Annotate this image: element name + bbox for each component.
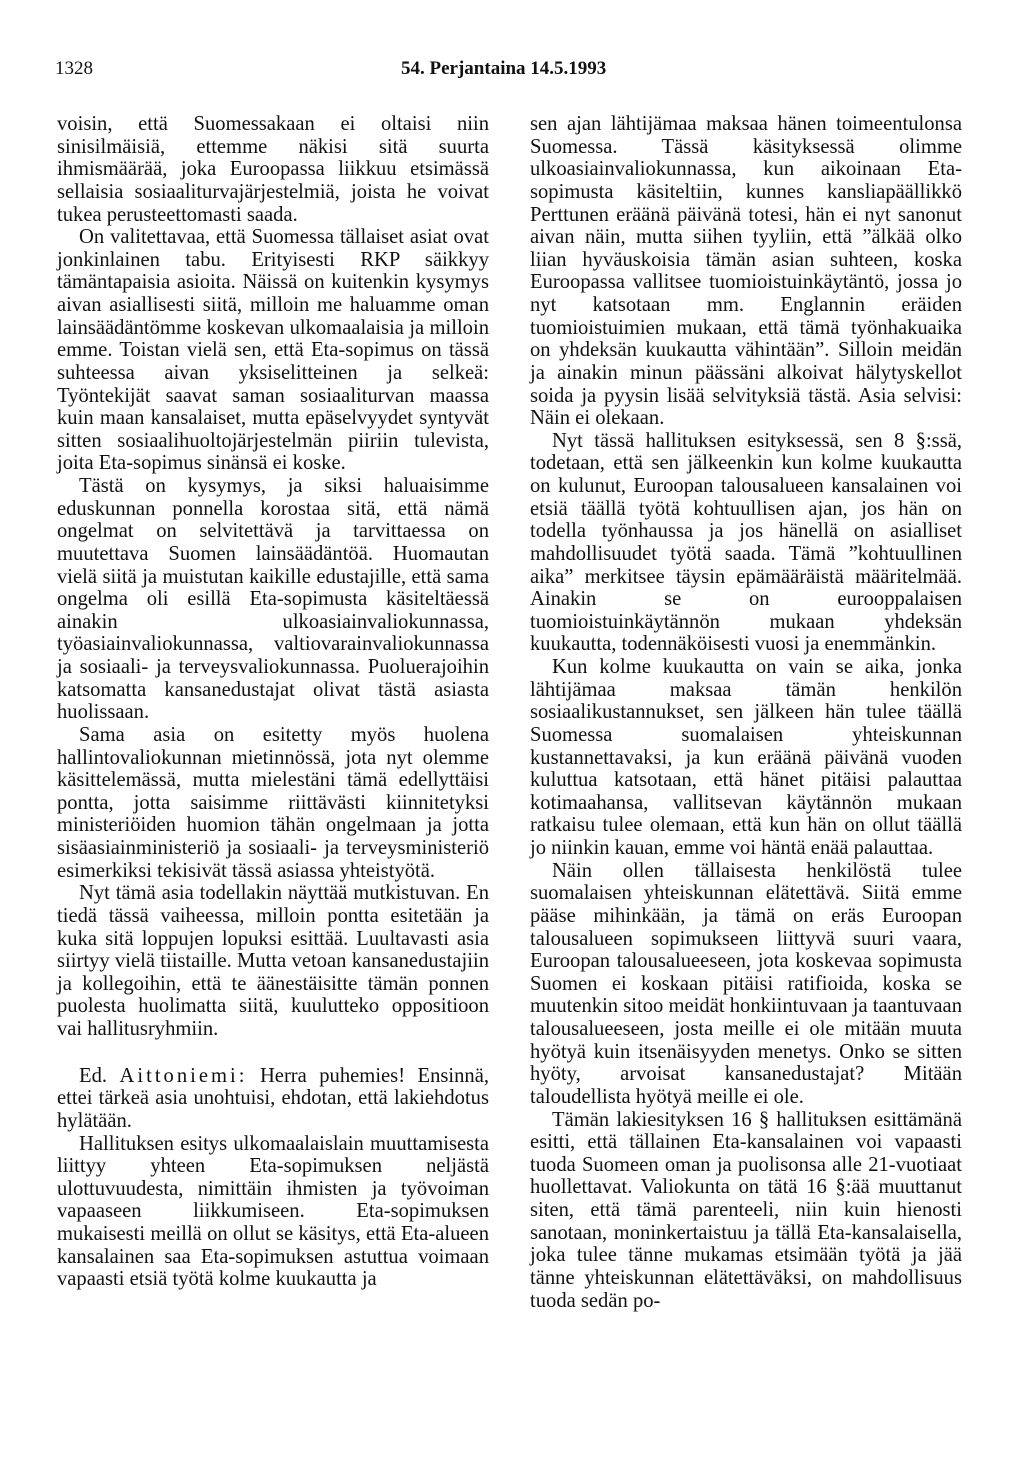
paragraph: voisin, että Suomessakaan ei oltaisi niin sinisilmäisiä, ettemme näkisi sitä suurta ihmismäärää, joka Euroopassa liikkuu etsimässä sellaisia sosiaaliturvajärjestelmiä, joista he voivat tukea perusteettomasti saada.: [57, 113, 489, 226]
page-header: [55, 58, 965, 82]
paragraph: Nyt tämä asia todellakin näyttää mutkistuvan. En tiedä tässä vaiheessa, milloin pontta esitetään ja kuka sitä loppujen lopuksi esittää. Luultavasti asia siirtyy vielä tiistaille. Mutta vetoan kansanedustajiin ja kollegoihin, että te äänestäisitte tämän ponnen puolesta huolimatta siitä, kuulutteko oppositioon vai hallitusryhmiin.: [57, 882, 489, 1040]
right-column: [530, 113, 962, 1312]
paragraph: On valitettavaa, että Suomessa tällaiset asiat ovat jonkinlainen tabu. Erityisesti RKP säikkyy tämäntapaisia asioita. Näissä on kuitenkin kysymys aivan asiallisesti siitä, milloin me haluamme oman lainsäädäntömme koskevan ulkomaalaisia ja milloin emme. Toistan vielä sen, että Eta-sopimus on tässä suhteessa aivan yksiselitteinen ja selkeä: Työntekijät saavat saman sosiaaliturvan maassa kuin maan kansalaiset, mutta epäselvyydet syntyvät sitten sosiaalihuoltojärjestelmän piiriin tulevista, joita Eta-sopimus sinänsä ei koske.: [57, 226, 489, 475]
paragraph: Sama asia on esitetty myös huolena hallintovaliokunnan mietinnössä, jota nyt olemme käsittelemässä, mutta mielestäni tämä edellyttäisi pontta, jotta saisimme riittävästi kiinnitetyksi ministeriöiden huomion tähän ongelmaan ja jotta sisäasiainministeriö ja sosiaali- ja terveysministeriö esimerkiksi tekisivät tässä asiassa yhteistyötä.: [57, 723, 489, 882]
left-column: [57, 113, 489, 1291]
speaker-paragraph: [57, 1065, 489, 1133]
speaker-name: Aittoniemi:: [119, 1064, 248, 1087]
speaker-text: Herra puhemies! Ensinnä, ettei tärkeä asia unohtuisi, ehdotan, että lakiehdotus hylätään.: [57, 1064, 489, 1132]
paragraph: Nyt tässä hallituksen esityksessä, sen 8 §:ssä, todetaan, että sen jälkeenkin kun kolme kuukautta on kulunut, Euroopan talousalueen kansalainen voi etsiä täällä työtä kohtuullisen ajan, jos hän on todella työnhaussa ja jos hänellä on asialliset mahdollisuudet työtä saada. Tämä ”kohtuullinen aika” merkitsee täysin epämääräistä määritelmää. Ainakin se on eurooppalaisen tuomioistuinkäytännön mukaan yhdeksän kuukautta, todennäköisesti vuosi ja enemmänkin.: [530, 429, 962, 656]
paragraph: Hallituksen esitys ulkomaalaislain muuttamisesta liittyy yhteen Eta-sopimuksen neljästä ulottuvuudesta, nimittäin ihmisten ja työvoiman vapaaseen liikkumiseen. Eta-sopimuksen mukaisesti meillä on ollut se käsitys, että Eta-alueen kansalainen saa Eta-sopimuksen astuttua voimaan vapaasti etsiä työtä kolme kuukautta ja: [57, 1132, 489, 1291]
paragraph: Näin ollen tällaisesta henkilöstä tulee suomalaisen yhteiskunnan elätettävä. Siitä emme pääse mihinkään, ja tämä on eräs Euroopan talousalueen sopimukseen liittyvä suuri vaara, Euroopan talousalueeseen, jota koskevaa sopimusta Suomen ei koskaan pitäisi ratifioida, koska se muutenkin sitoo meidät honkiintuvaan ja taantuvaan talousalueeseen, josta meille ei ole mitään muuta hyötyä kuin itsenäisyyden menetys. Onko se sitten hyöty, arvoisat kansanedustajat? Mitään taloudellista hyötyä meille ei ole.: [530, 859, 962, 1108]
paragraph: Tämän lakiesityksen 16 § hallituksen esittämänä esitti, että tällainen Eta-kansalainen voi vapaasti tuoda Suomeen oman ja puolisonsa alle 21-vuotiaat huollettavat. Valiokunta on tätä 16 §:ää muuttanut siten, että tämä parenteeli, niin kuin hienosti sanotaan, moninkertaistuu ja tällä Eta-kansalaisella, joka tulee tänne mukamas etsimään työtä ja jää tänne yhteiskunnan elätettäväksi, on mahdollisuus tuoda sedän po-: [530, 1108, 962, 1312]
paragraph: sen ajan lähtijämaa maksaa hänen toimeentulonsa Suomessa. Tässä käsityksessä olimme ulkoasiainvaliokunnassa, kun aikoinaan Eta-sopimusta käsiteltiin, kunnes kansliapäällikkö Perttunen eräänä päivänä totesi, hän ei nyt sanonut aivan näin, mutta siihen tyyliin, että ”älkää olko liian hyväuskoisia tämän asian suhteen, koska Euroopassa vallitsee tuomioistuinkäytäntö, jossa jo nyt katsotaan mm. Englannin eräiden tuomioistuimien mukaan, että tämä työnhakuaika on yhdeksän kuukautta vähintään”. Silloin meidän ja ainakin minun päässäni alkoivat hälytyskellot soida ja pyysin lisää selvityksiä tästä. Asia selvisi: Näin ei olekaan.: [530, 113, 962, 430]
paragraph: Kun kolme kuukautta on vain se aika, jonka lähtijämaa maksaa tämän henkilön sosiaalikustannukset, sen jälkeen hän tulee täällä Suomessa suomalaisen yhteiskunnan kustannettavaksi, ja kun eräänä päivänä vuoden kuluttua katsotaan, että hänet pitäisi palauttaa kotimaahansa, vallitsevan käytännön mukaan ratkaisu tulee olemaan, että kun hän on ollut täällä jo niinkin kauan, emme voi häntä enää palauttaa.: [530, 656, 962, 859]
speaker-prefix: Ed.: [79, 1064, 108, 1087]
page-number: 1328: [55, 58, 93, 79]
session-title: 54. Perjantaina 14.5.1993: [401, 58, 607, 79]
paragraph: Tästä on kysymys, ja siksi haluaisimme eduskunnan ponnella korostaa sitä, että nämä ongelmat on selvitettävä ja tarvittaessa on muutettava Suomen lainsäädäntöä. Huomautan vielä siitä ja muistutan kaikille edustajille, että sama ongelma oli esillä Eta-sopimusta käsiteltäessä ainakin ulkoasiainvaliokunnassa, työasiainvaliokunnassa, valtiovarainvaliokunnassa ja sosiaali- ja terveysvaliokunnassa. Puoluerajoihin katsomatta kansanedustajat olivat tästä asiasta huolissaan.: [57, 475, 489, 724]
